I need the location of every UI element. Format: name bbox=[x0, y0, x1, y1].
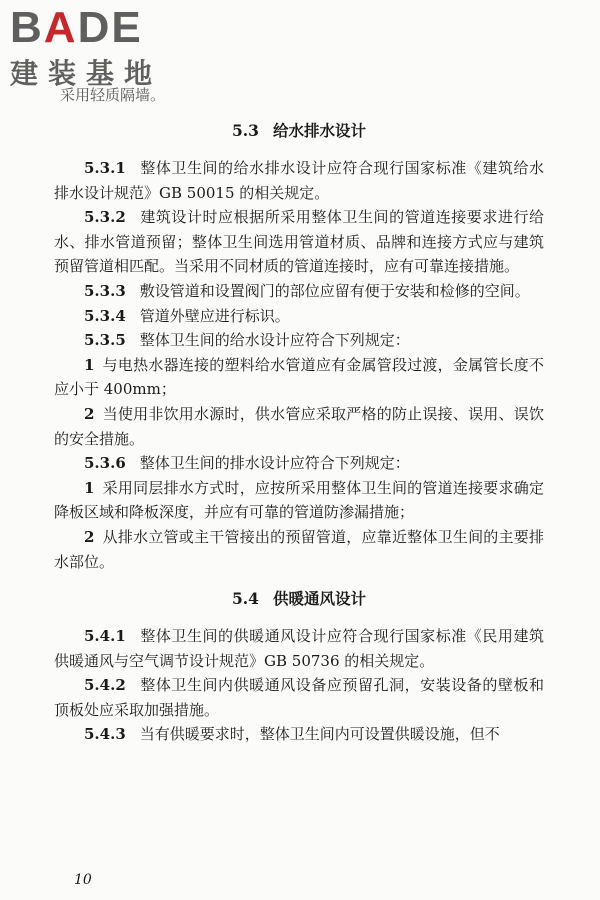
previous-page-fragment: 采用轻质隔墙。 bbox=[60, 86, 166, 104]
clause-5-3-3: 5.3.3 敷设管道和设置阀门的部位应留有便于安装和检修的空间。 bbox=[84, 281, 530, 300]
clause-5-3-6-item-2: 2 从排水立管或主干管接出的预留管道，应靠近整体卫生间的主要排水部位。 bbox=[54, 527, 544, 571]
clause-5-4-3: 5.4.3 当有供暖要求时，整体卫生间内可设置供暖设施，但不 bbox=[84, 725, 500, 744]
clause-5-3-6: 5.3.6 整体卫生间的排水设计应符合下列规定： bbox=[84, 454, 410, 473]
clause-5-3-5: 5.3.5 整体卫生间的给水设计应符合下列规定： bbox=[84, 331, 410, 350]
document-body bbox=[54, 120, 544, 747]
section-heading-5-3: 5.3 给水排水设计 bbox=[232, 121, 366, 140]
bade-logo bbox=[8, 4, 178, 92]
logo-wordmark: BADE bbox=[10, 3, 143, 52]
page-number: 10 bbox=[74, 872, 92, 888]
clause-5-3-2: 5.3.2 建筑设计时应根据所采用整体卫生间的管道连接要求进行给水、排水管道预留；整体卫生间选用管道材质、品牌和连接方式应与建筑预留管道相匹配。当采用不同材质的管道连接时，应有可靠连接措施。 bbox=[54, 208, 544, 276]
clause-5-3-1: 5.3.1 整体卫生间的给水排水设计应符合现行国家标准《建筑给水排水设计规范》GB 50015 的相关规定。 bbox=[54, 159, 544, 202]
clause-5-3-5-item-2: 2 当使用非饮用水源时，供水管应采取严格的防止误接、误用、误饮的安全措施。 bbox=[54, 404, 544, 448]
section-heading-5-4: 5.4 供暖通风设计 bbox=[232, 589, 366, 609]
clause-5-4-1: 5.4.1 整体卫生间的供暖通风设计应符合现行国家标准《民用建筑供暖通风与空气调节设计规范》GB 50736 的相关规定。 bbox=[54, 627, 544, 670]
clause-5-3-6-item-1: 1 采用同层排水方式时，应按所采用整体卫生间的管道连接要求确定降板区域和降板深度，并应有可靠的管道防渗漏措施； bbox=[54, 478, 544, 522]
clause-5-4-2: 5.4.2 整体卫生间内供暖通风设备应预留孔洞，安装设备的壁板和顶板处应采取加强措施。 bbox=[54, 676, 544, 719]
logo-chinese-name: 建装基地 bbox=[10, 57, 163, 90]
clause-5-3-4: 5.3.4 管道外壁应进行标识。 bbox=[84, 306, 290, 325]
clause-5-3-5-item-1: 1 与电热水器连接的塑料给水管道应有金属管段过渡，金属管长度不应小于 400mm； bbox=[54, 355, 544, 399]
